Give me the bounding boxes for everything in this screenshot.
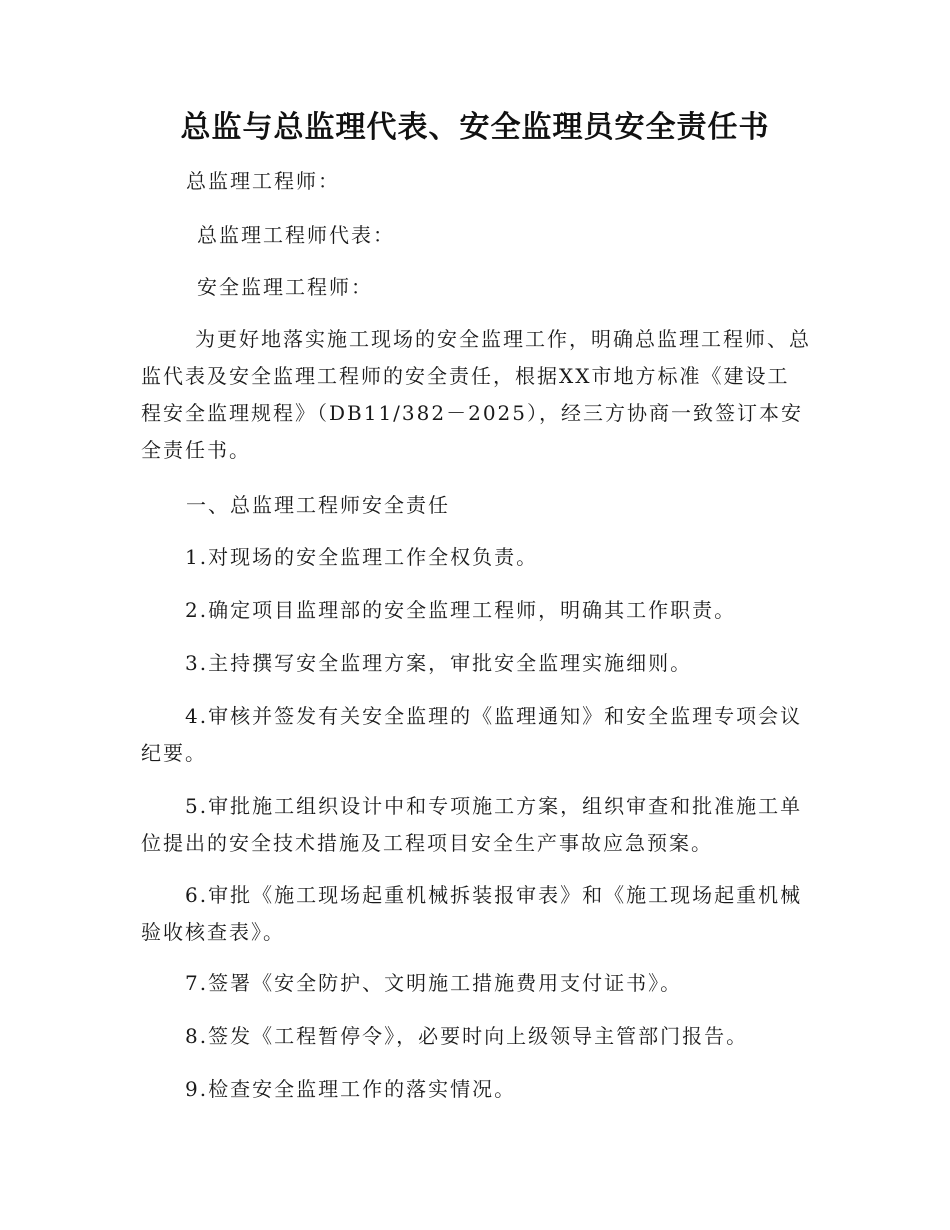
list-item: 3.主持撰写安全监理方案，审批安全监理实施细则。: [185, 651, 693, 675]
list-item: 9.检查安全监理工作的落实情况。: [185, 1077, 517, 1101]
list-item: 8.签发《工程暂停令》，必要时向上级领导主管部门报告。: [185, 1024, 749, 1048]
intro-paragraph: 为更好地落实施工现场的安全监理工作，明确总监理工程师、总监代表及安全监理工程师的安全责任，根据XX市地方标准《建设工程安全监理规程》（DB11/382－2025），经三方协商一致签订本安全责任书。: [141, 327, 811, 462]
list-item: 6.审批《施工现场起重机械拆装报审表》和《施工现场起重机械验收核查表》。: [141, 883, 803, 944]
section-heading: 一、总监理工程师安全责任: [186, 493, 450, 517]
list-item: 2.确定项目监理部的安全监理工程师，明确其工作职责。: [185, 598, 737, 622]
list-item: 7.签署《安全防护、文明施工措施费用支付证书》。: [185, 971, 683, 995]
list-item: 4.审核并签发有关安全监理的《监理通知》和安全监理专项会议纪要。: [141, 704, 803, 765]
list-item: 5.审批施工组织设计中和专项施工方案，组织审查和批准施工单位提出的安全技术措施及工程项目安全生产事故应急预案。: [141, 794, 803, 855]
party-safety-engineer: 安全监理工程师：: [197, 275, 373, 299]
party-chief-engineer: 总监理工程师：: [186, 169, 340, 193]
list-item: 1.对现场的安全监理工作全权负责。: [185, 545, 539, 569]
party-chief-engineer-rep: 总监理工程师代表：: [197, 223, 395, 247]
document-title: 总监与总监理代表、安全监理员安全责任书: [180, 110, 770, 145]
